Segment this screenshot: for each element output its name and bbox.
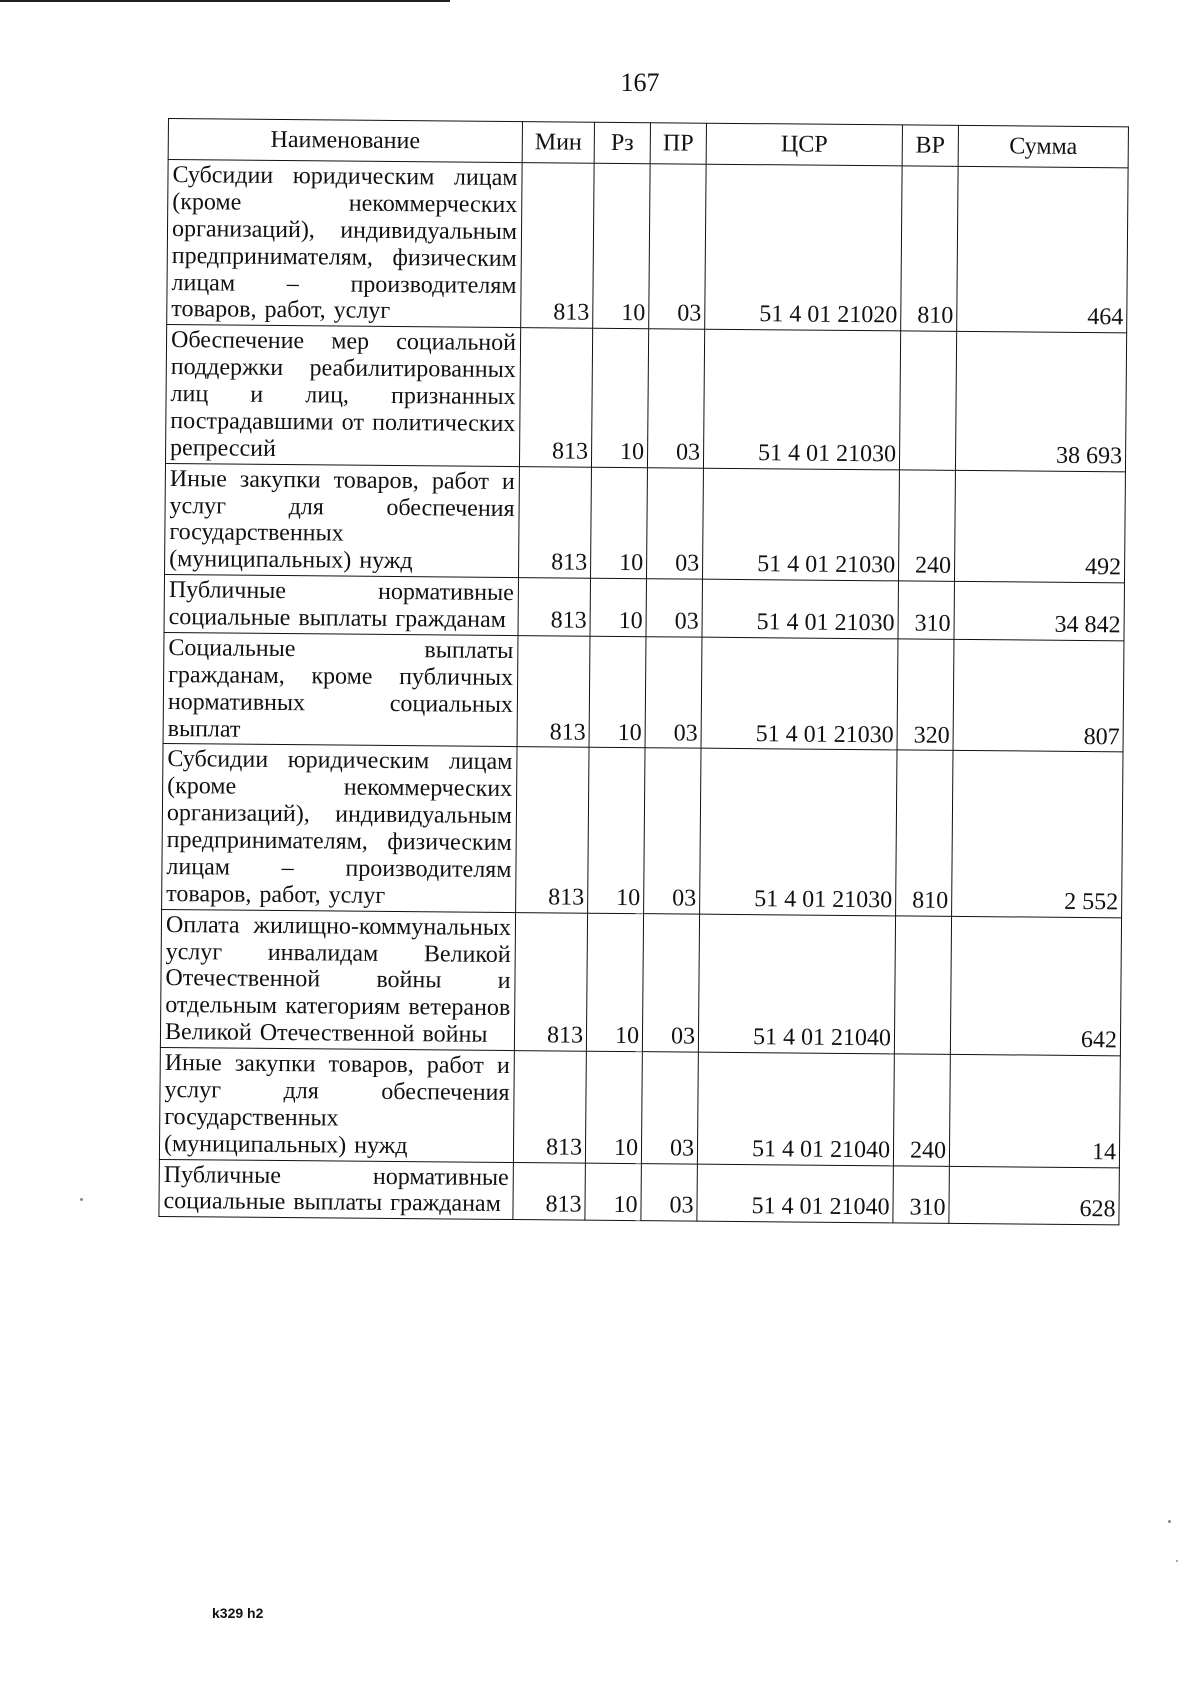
row-min: 813 [513, 1051, 586, 1163]
table-row [159, 1047, 1120, 1167]
row-csr: 51 4 01 21030 [702, 468, 899, 581]
row-sum: 34 842 [954, 582, 1124, 641]
row-pr: 03 [641, 1052, 698, 1164]
header-rz: Рз [594, 122, 650, 163]
row-min: 813 [513, 1162, 586, 1220]
table-row [159, 1159, 1119, 1225]
table-row [165, 325, 1126, 472]
row-pr: 03 [642, 913, 699, 1052]
row-name: Иные закупки товаров, работ и услуг для обеспечения государственных (муниципальных) нужд [165, 463, 520, 578]
row-name: Субсидии юридическим лицам (кроме некоммерческих организаций), индивидуальным предпринимателям, физическим лицам – производителям товаров, работ, услуг [167, 160, 522, 328]
row-vr: 240 [893, 1054, 950, 1166]
row-min: 813 [519, 466, 592, 578]
header-name: Наименование [168, 119, 522, 163]
row-csr: 51 4 01 21030 [700, 749, 897, 916]
row-min: 813 [518, 578, 591, 636]
row-csr: 51 4 01 21030 [702, 579, 898, 638]
row-rz: 10 [586, 913, 643, 1052]
row-pr: 03 [644, 748, 701, 914]
row-rz: 10 [588, 748, 645, 914]
page-number: 167 [620, 68, 660, 97]
scan-speck [1176, 1560, 1178, 1562]
row-min: 813 [517, 635, 590, 747]
header-csr: ЦСР [706, 123, 902, 166]
row-vr [894, 916, 951, 1055]
row-vr: 810 [896, 750, 953, 916]
row-rz: 10 [593, 163, 650, 329]
row-pr: 03 [641, 1163, 698, 1221]
row-sum: 14 [949, 1054, 1120, 1167]
table-row [162, 744, 1123, 918]
row-name: Обеспечение мер социальной поддержки реабилитированных лиц и лиц, признанных пострадавшими от политических репрессий [165, 325, 520, 466]
footer-code: k329 h2 [212, 1605, 264, 1621]
header-vr: ВР [902, 125, 958, 166]
row-min: 813 [516, 747, 589, 913]
row-min: 813 [519, 328, 592, 467]
row-vr: 310 [893, 1165, 950, 1223]
row-sum: 642 [950, 916, 1121, 1056]
row-name: Социальные выплаты гражданам, кроме публичных нормативных социальных выплат [163, 632, 518, 747]
row-rz: 10 [585, 1163, 642, 1221]
row-vr: 310 [898, 581, 955, 639]
row-csr: 51 4 01 21030 [701, 637, 898, 750]
header-min: Мин [522, 122, 594, 164]
row-sum: 492 [954, 470, 1125, 583]
row-min: 813 [521, 163, 594, 329]
row-pr: 03 [646, 579, 703, 637]
row-rz: 10 [590, 467, 647, 579]
row-sum: 38 693 [955, 332, 1126, 472]
row-csr: 51 4 01 21040 [697, 1164, 893, 1223]
row-rz: 10 [590, 578, 647, 636]
row-pr: 03 [649, 164, 706, 330]
row-csr: 51 4 01 21040 [698, 914, 895, 1054]
table-row [163, 632, 1124, 752]
row-vr: 240 [898, 470, 955, 582]
row-pr: 03 [647, 329, 704, 468]
row-name: Иные закупки товаров, работ и услуг для обеспечения государственных (муниципальных) нужд [159, 1047, 514, 1162]
row-name: Оплата жилищно-коммунальных услуг инвалидам Великой Отечественной войны и отдельным категориям ветеранов Великой Отечественной войны [160, 909, 515, 1050]
budget-table [158, 118, 1129, 1226]
row-sum: 628 [949, 1166, 1119, 1225]
table-row [160, 909, 1121, 1056]
table-row [165, 463, 1126, 583]
row-name: Субсидии юридическим лицам (кроме некоммерческих организаций), индивидуальным предпринимателям, физическим лицам – производителям товаров, работ, услуг [162, 744, 517, 912]
row-name: Публичные нормативные социальные выплаты гражданам [164, 575, 518, 636]
row-csr: 51 4 01 21030 [703, 329, 900, 469]
row-rz: 10 [591, 328, 648, 467]
header-pr: ПР [650, 123, 706, 164]
row-vr: 320 [897, 639, 954, 751]
row-pr: 03 [646, 467, 703, 579]
row-vr: 810 [901, 166, 958, 332]
scan-speck [80, 1198, 83, 1201]
row-sum: 2 552 [952, 751, 1123, 918]
row-pr: 03 [645, 637, 702, 749]
row-rz: 10 [589, 636, 646, 748]
scan-edge-line [0, 0, 450, 2]
row-rz: 10 [585, 1051, 642, 1163]
row-sum: 807 [953, 639, 1124, 752]
row-name: Публичные нормативные социальные выплаты гражданам [159, 1159, 513, 1220]
row-vr [899, 331, 956, 470]
row-csr: 51 4 01 21020 [705, 164, 902, 331]
table-row [167, 160, 1128, 334]
scan-speck [1168, 1520, 1171, 1523]
header-sum: Сумма [958, 125, 1128, 167]
row-min: 813 [514, 912, 587, 1051]
row-csr: 51 4 01 21040 [697, 1052, 894, 1165]
table-row [164, 575, 1124, 641]
row-sum: 464 [957, 166, 1128, 333]
